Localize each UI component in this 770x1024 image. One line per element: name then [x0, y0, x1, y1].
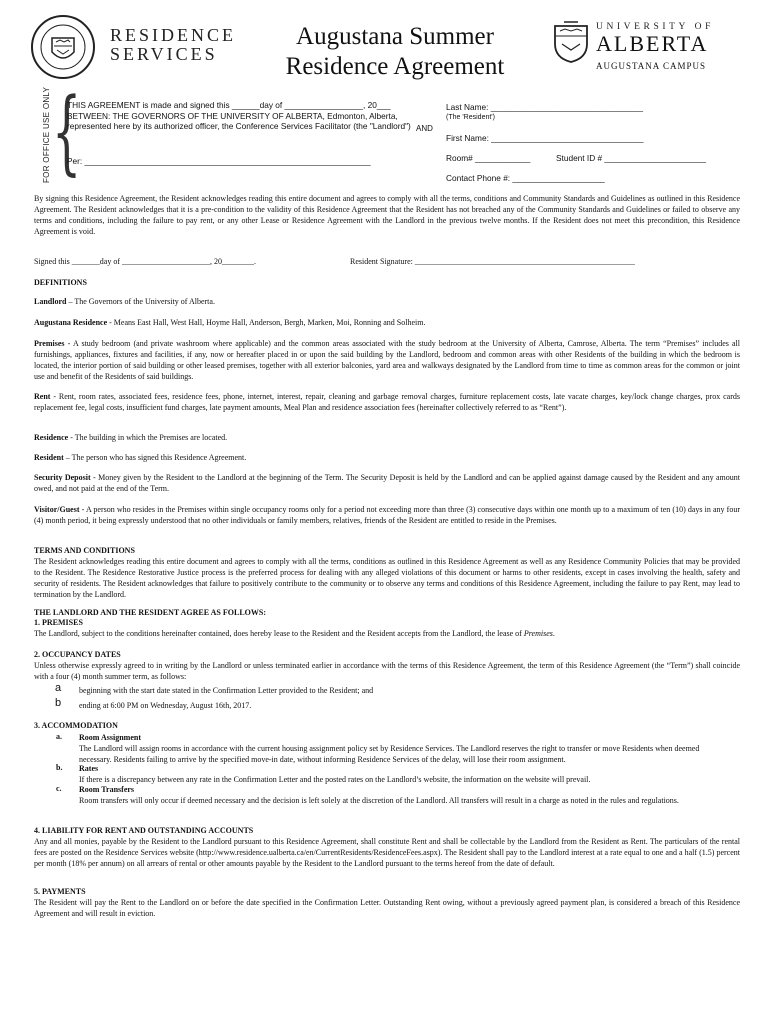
university-of-label: UNIVERSITY OF: [596, 22, 714, 32]
per-field[interactable]: Per: ______________________________________________________________: [67, 156, 371, 166]
resident-note: (The 'Resident'): [446, 114, 495, 121]
list-label-b: b: [55, 697, 62, 709]
definitions-heading: DEFINITIONS: [34, 278, 87, 287]
brace-divider: {: [52, 78, 82, 185]
resident-signature-field[interactable]: Resident Signature: _______________________________________________________: [350, 257, 635, 266]
agree-heading: THE LANDLORD AND THE RESIDENT AGREE AS FOLLOWS:: [34, 608, 266, 617]
definition-resident: Resident – The person who has signed this Residence Agreement.: [34, 453, 247, 462]
accommodation-item-a: Room Assignment The Landlord will assign rooms in accordance with the current housing assignment policy set by Residence Services. The Landlord reserves the right to transfer or move Residents when deemed necessary. Residents failing to arrive by the specified move-in date, without informing Residence Services of the delay, will lose their room assignment.: [79, 733, 700, 764]
definition-security-deposit: Security Deposit - Money given by the Resident to the Landlord at the beginning of the Term. The Security Deposit is held by the Landlord and can be applied against damage caused by the Resident and any amount owed, and not paid at the end of the Term.: [34, 473, 740, 493]
campus-label: AUGUSTANA CAMPUS: [596, 61, 707, 71]
residence-services-wordmark: RESIDENCE SERVICES: [110, 25, 236, 64]
alberta-wordmark: ALBERTA: [596, 31, 709, 56]
premises-heading: 1. PREMISES: [34, 618, 83, 627]
payments-heading: 5. PAYMENTS: [34, 887, 86, 896]
definition-premises: Premises - A study bedroom (and private washroom where applicable) and the common areas associated with the study bedroom at the University of Alberta, Camrose, Alberta. The term “Premises” includes all furnishings, appliances, fixtures and facilities, if any, now or hereafter placed in or upon the said building by the Landlord, bedroom and common areas with other Residents of the building in which the bedroom is located, the interior portion of said building or other leased premises, together with all exterior balconies, yard area and walkways designated by the Landlord from time to time as common areas for the common or joint use and benefit of the Residents of said buildings.: [34, 339, 740, 381]
agreement-preamble: THIS AGREEMENT is made and signed this ______day of _________________, 20___ BETWEEN: THE GOVERNORS OF THE UNIVERSITY OF ALBERTA, Edmonton, Alberta, represented here by its authorized officer, the Conference Services Facilitator (the "Landlord"): [67, 100, 411, 131]
definition-visitor-guest: Visitor/Guest - A person who resides in the Premises within single occupancy rooms only for a period not exceeding more than three (3) consecutive days within one month up to a maximum of ten (10) days in any four (4) month period, it being expressly understood that no other individuals or family members, relatives, friends of the Resident are entitled to reside in the Premises.: [34, 505, 740, 525]
definition-rent: Rent - Rent, room rates, associated fees, residence fees, phone, internet, interest, repair, cleaning and garbage removal charges, furniture replacement costs, late vacate charges, key/lock change charges, prox cards replacement fee, legal costs, insufficient fund charges, late payment amounts, Meal Plan and residence association fees (hereinafter collectively referred to as “Rent”).: [34, 392, 740, 412]
definition-residence: Residence - The building in which the Premises are located.: [34, 433, 228, 442]
page-title: Augustana Summer Residence Agreement: [285, 23, 505, 80]
terms-paragraph: The Resident acknowledges reading this entire document and agrees to comply with all the terms, conditions as outlined in this Residence Agreement as well as any Residence Community Policies that may be provided to the Resident. The Residence Restorative Justice process is the preferred process for dealing with any alleged violations of this document or harms to other residents, except in cases involving the health, safety and security of residents. The Resident acknowledges that failure to positively contribute to the community or to observe any terms and conditions of this Residence Agreement, including the failure to pay Rent, may lead to termination by the Landlord.: [34, 557, 740, 599]
first-name-field[interactable]: First Name: _________________________________: [446, 133, 644, 143]
definition-augustana-residence: Augustana Residence - Means East Hall, West Hall, Hoyme Hall, Anderson, Bergh, Marken, Moi, Ronning and Solheim.: [34, 318, 426, 327]
office-use-label: FOR OFFICE USE ONLY: [42, 86, 51, 183]
university-seal-logo: [30, 14, 96, 80]
occupancy-item-b: ending at 6:00 PM on Wednesday, August 16th, 2017.: [79, 701, 252, 710]
accommodation-item-b: Rates If there is a discrepancy between any rate in the Confirmation Letter and the posted rates on the Landlord’s website, the information on the website will prevail.: [79, 764, 591, 784]
last-name-field[interactable]: Last Name: _________________________________: [446, 102, 644, 112]
signed-date-field[interactable]: Signed this _______day of ______________________, 20________.: [34, 257, 256, 266]
room-number-field[interactable]: Room# ____________: [446, 153, 531, 163]
student-id-field[interactable]: Student ID # ______________________: [556, 153, 706, 163]
contact-phone-field[interactable]: Contact Phone #: ____________________: [446, 173, 605, 183]
terms-heading: TERMS AND CONDITIONS: [34, 546, 135, 555]
and-label: AND: [416, 124, 433, 133]
occupancy-heading: 2. OCCUPANCY DATES: [34, 650, 121, 659]
accommodation-heading: 3. ACCOMMODATION: [34, 721, 118, 730]
intro-paragraph: By signing this Residence Agreement, the Resident acknowledges reading this entire document and agrees to comply with all the terms, conditions and Community Standards and Guidelines as outlined in this Residence Agreement. The Resident acknowledges that it is a pre-condition to the validity of this Residence Agreement that the Resident has not breached any of the Community Standards and Guidelines or failed to observe any terms and conditions, including the failure to pay rent, or any other Lease or Residence Agreement with the Landlord in the previous twelve months. If the Resident does not meet this precondition, this Residence Agreement is void.: [34, 194, 740, 236]
accommodation-label-b: b.: [56, 763, 63, 772]
university-crest-logo: [552, 20, 590, 64]
liability-paragraph: Any and all monies, payable by the Resident to the Landlord pursuant to this Residence Agreement, shall constitute Rent and shall be collectable by the Landlord from the Resident as Rent. The particulars of the rental fees are posted on the Residence Services website (http://www.residence.ualberta.ca/en/CurrentResidents/ResidenceFees.aspx). The Resident shall pay to the Landlord interest at a rate equal to one and a half (1.5) percent per month (18% per annum) on all arrears of rental or other amounts payable by the Resident to the Landlord pursuant to the terms hereof from the date of default.: [34, 837, 740, 868]
occupancy-paragraph: Unless otherwise expressly agreed to in writing by the Landlord or unless terminated earlier in accordance with the terms of this Residence Agreement, the term of this Residence Agreement (the “Term”) shall coincide with a four (4) month summer term, as follows:: [34, 661, 740, 681]
accommodation-label-a: a.: [56, 732, 62, 741]
liability-heading: 4. LIABILITY FOR RENT AND OUTSTANDING ACCOUNTS: [34, 826, 254, 835]
occupancy-item-a: beginning with the start date stated in the Confirmation Letter provided to the Resident; and: [79, 686, 374, 695]
definition-landlord: Landlord – The Governors of the University of Alberta.: [34, 297, 215, 306]
list-label-a: a: [55, 682, 62, 694]
accommodation-label-c: c.: [56, 784, 62, 793]
premises-paragraph: The Landlord, subject to the conditions hereinafter contained, does hereby lease to the Resident and the Resident accepts from the Landlord, the lease of Premises.: [34, 629, 555, 638]
payments-paragraph: The Resident will pay the Rent to the Landlord on or before the date specified in the Confirmation Letter. Outstanding Rent owing, without a previously agreed payment plan, is considered a breach of this Residence Agreement and will result in eviction.: [34, 898, 740, 918]
accommodation-item-c: Room Transfers Room transfers will only occur if deemed necessary and the decision is left solely at the discretion of the Landlord. All transfers will result in a charge as noted in the rules and regulations.: [79, 785, 679, 805]
